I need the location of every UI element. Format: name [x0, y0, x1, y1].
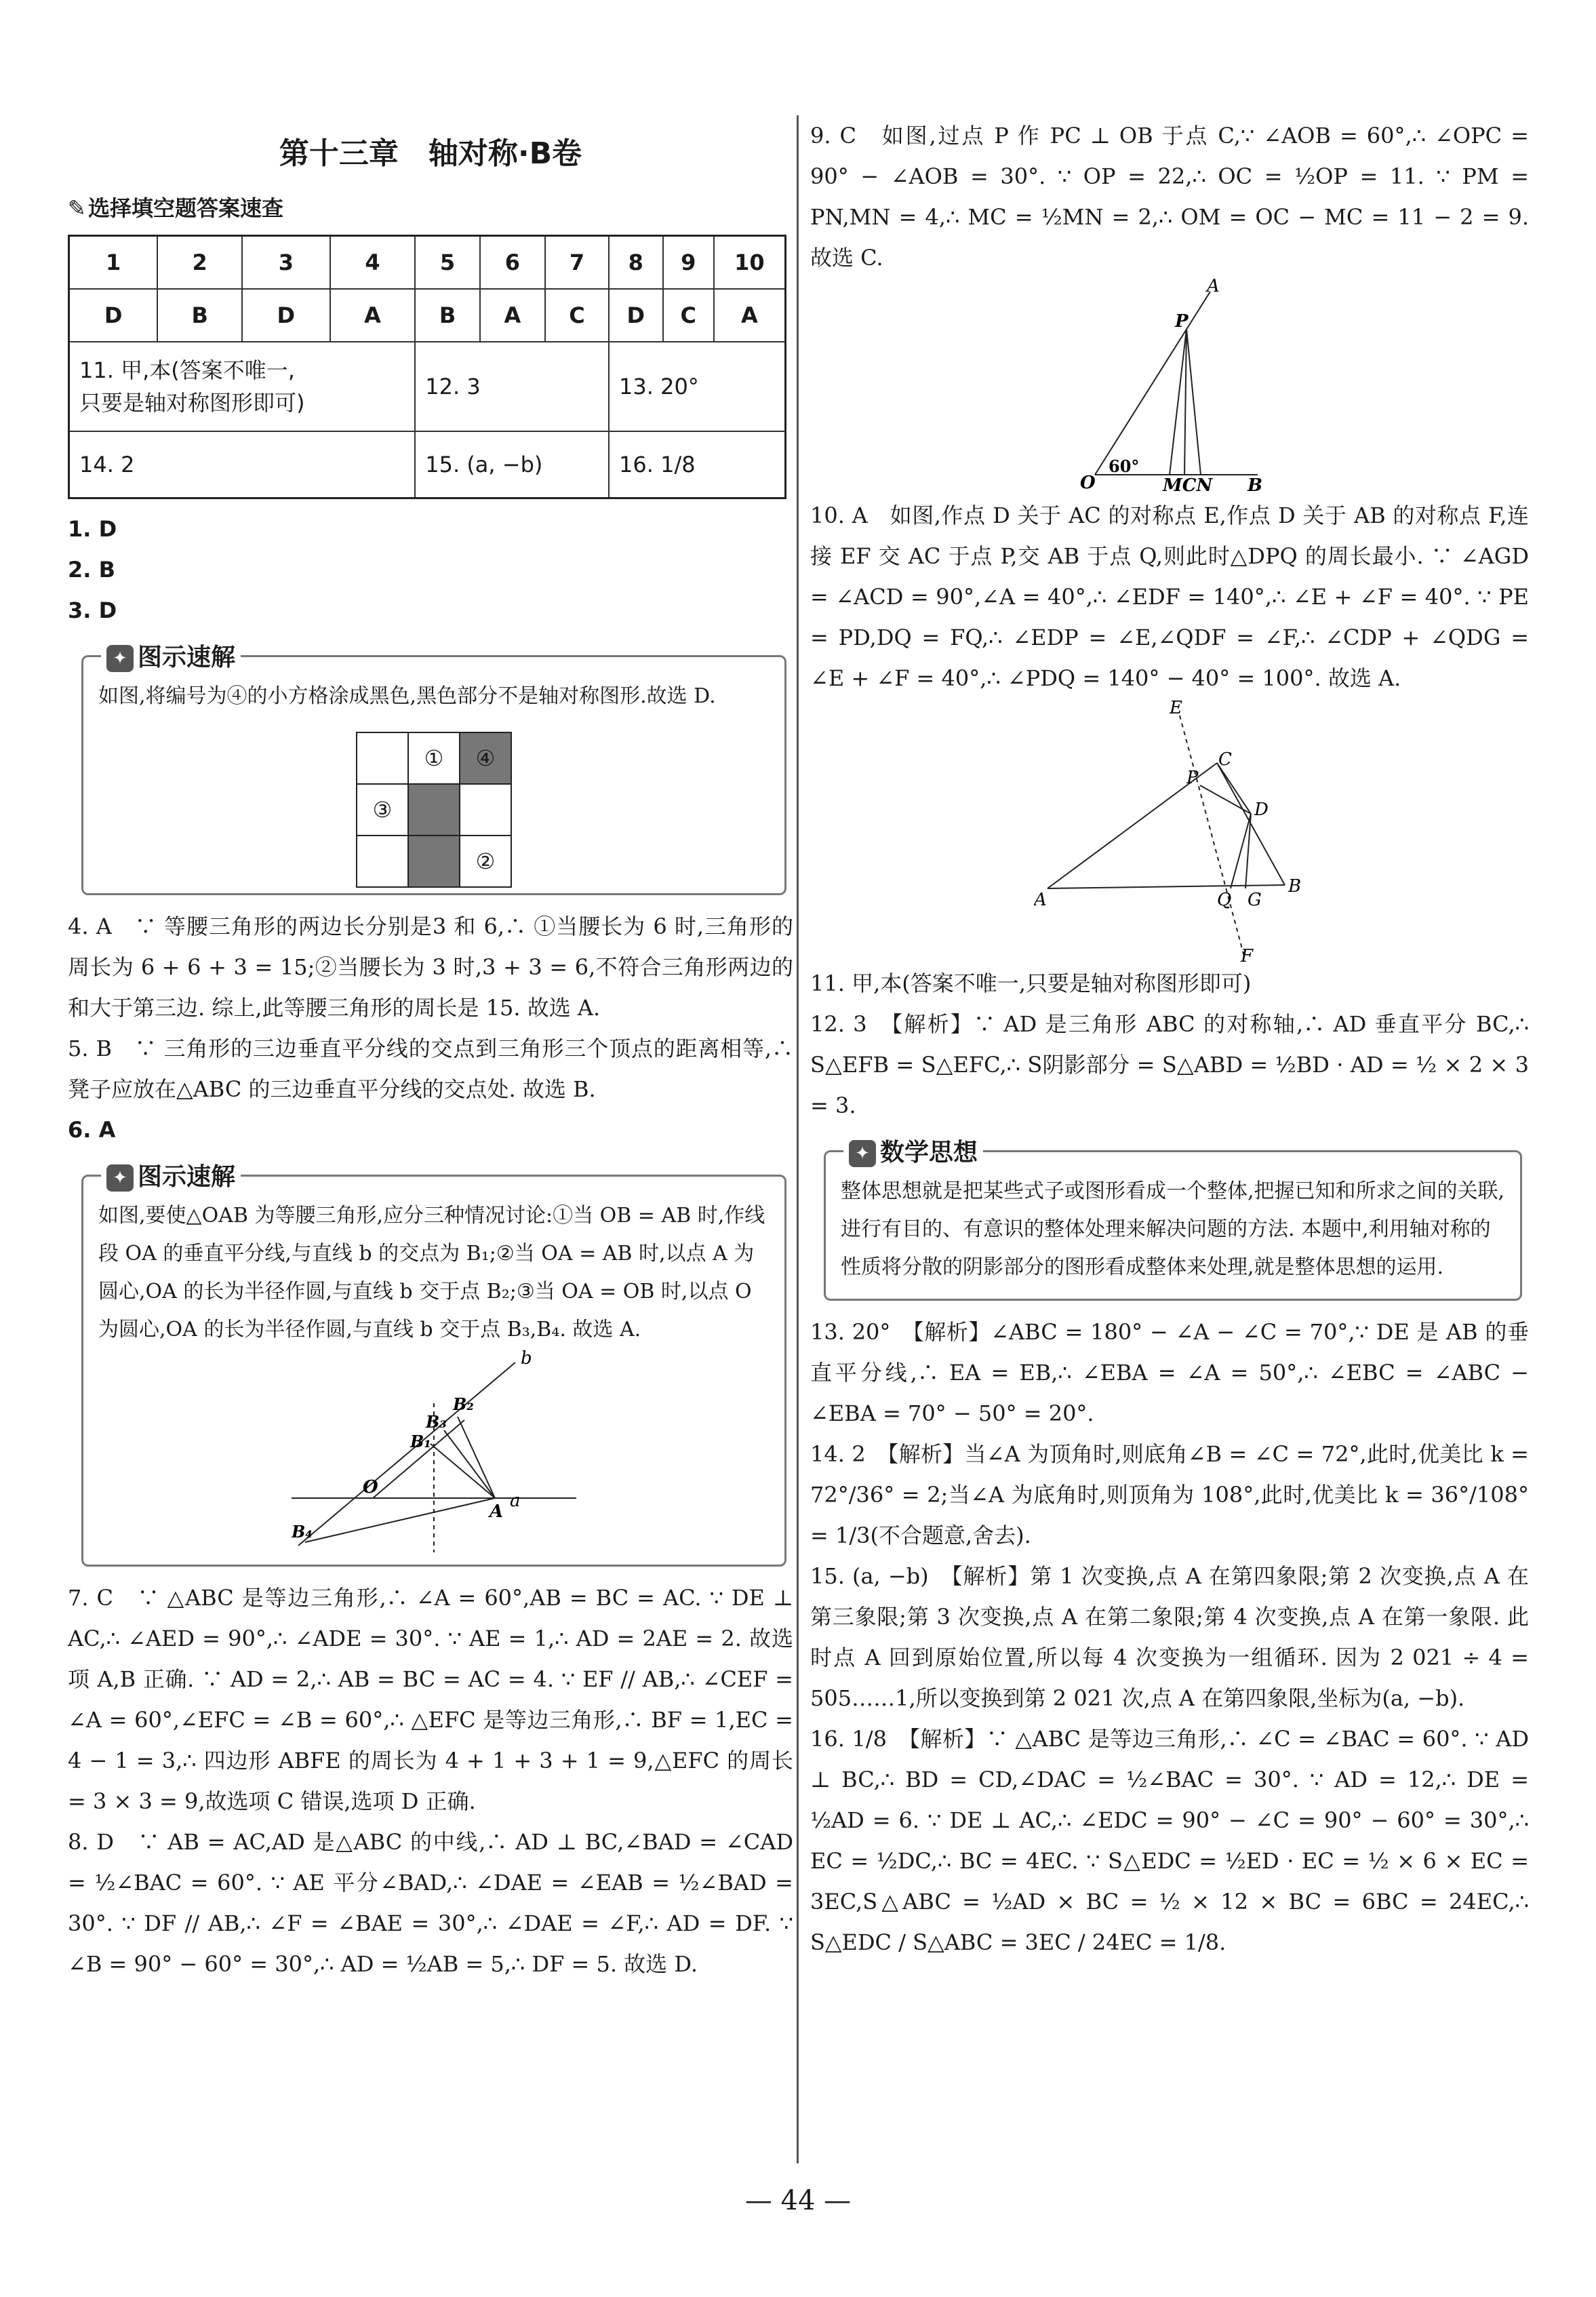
table-row [69, 289, 786, 342]
figure-6 [292, 1349, 576, 1552]
table-cell: C [663, 289, 714, 342]
answer-11-line1: 11. 甲,本(答案不唯一, [79, 357, 295, 383]
label-o: O [1080, 473, 1096, 493]
label-b1: B₁ [410, 1432, 431, 1451]
table-cell: 6 [480, 236, 545, 290]
label-g: G [1248, 890, 1262, 910]
table-cell: 4 [330, 236, 416, 290]
answer-11: 11. 甲,本(答案不唯一,只要是轴对称图形即可) [810, 970, 1252, 996]
label-o: O [363, 1477, 378, 1497]
grid-cell: ① [408, 732, 460, 784]
label-b4: B₄ [292, 1522, 313, 1542]
answer-14: 14. 2 【解析】当∠A 为顶角时,则底角∠B = ∠C = 72°,此时,优美比 k = 72°/36° = 2;当∠A 为底角时,则顶角为 108°,此时,优美比 k = 36°/108° = 1/3(不合题意,舍去). [810, 1441, 1529, 1548]
figure-10 [1034, 699, 1305, 963]
box-text: 如图,要使△OAB 为等腰三角形,应分三种情况讨论:①当 OB = AB 时,作线段 OA 的垂直平分线,与直线 b 的交点为 B₁;②当 OA = AB 时,以点 A 为圆心,OA 的长为半径作圆,与直线 b 交于点 B₂;③当 OA = OB 时,以点 O 为圆心,OA 的长为半径作圆,与直线 b 交于点 B₃,B₄. 故选 A. [98, 1204, 765, 1341]
table-cell: 10 [714, 236, 786, 290]
left-column [68, 115, 793, 1984]
page-title: 第十三章 轴对称·B卷 [279, 136, 582, 171]
label-c: C [1218, 749, 1232, 770]
label-a: A [490, 1501, 504, 1522]
table-cell: 8 [609, 236, 663, 290]
section-label: 选择填空题答案速查 [88, 195, 284, 221]
answer-3: 3. D [68, 597, 117, 623]
table-row [69, 431, 786, 498]
page-number: — 44 — [744, 2185, 852, 2216]
label-mcn: MCN [1163, 475, 1213, 495]
answer-10: 10. A 如图,作点 D 关于 AC 的对称点 E,作点 D 关于 AB 的对称点 F,连接 EF 交 AC 于点 P,交 AB 于点 Q,则此时△DPQ 的周长最小. ∵ ∠AGD = ∠ACD = 90°,∠A = 40°,∴ ∠EDF = 140°,∴ ∠E + ∠F = 40°. ∵ PE = PD,DQ = FQ,∴ ∠EDP = ∠E,∠QDF = ∠F,∴ ∠CDP + ∠QDG = ∠E + ∠F = 40°,∴ ∠PDQ = 140° − 40° = 100°. 故选 A. [810, 503, 1529, 691]
answer-5: 5. B ∵ 三角形的三边垂直平分线的交点到三角形三个顶点的距离相等,∴ 凳子应放在△ABC 的三边垂直平分线的交点处. 故选 B. [68, 1036, 793, 1102]
label-b3: B₃ [426, 1412, 447, 1432]
table-cell: 15. (a, −b) [415, 431, 609, 498]
table-cell: A [480, 289, 545, 342]
table-row [69, 342, 786, 431]
table-cell: D [69, 289, 158, 342]
table-cell: 12. 3 [415, 342, 609, 431]
table-cell: D [242, 289, 330, 342]
label-b: B [1248, 475, 1262, 495]
answer-2: 2. B [68, 557, 115, 583]
table-cell: 9 [663, 236, 714, 290]
label-a: A [1207, 278, 1220, 296]
table-cell: B [415, 289, 480, 342]
answer-8: 8. D ∵ AB = AC,AD 是△ABC 的中线,∴ AD ⊥ BC,∠BAD = ∠CAD = ½∠BAC = 60°. ∵ AE 平分∠BAD,∴ ∠DAE = ∠EAB = ½∠BAD = 30°. ∵ DF // AB,∴ ∠F = ∠BAE = 30°,∴ ∠DAE = ∠F,∴ AD = DF. ∵ ∠B = 90° − 60° = 30°,∴ AD = ½AB = 5,∴ DF = 5. 故选 D. [68, 1829, 793, 1977]
table-cell: 7 [545, 236, 609, 290]
answer-table [68, 235, 786, 499]
answer-15: 15. (a, −b) 【解析】第 1 次变换,点 A 在第四象限;第 2 次变换,点 A 在第三象限;第 3 次变换,点 A 在第二象限;第 4 次变换,点 A 在第一象限. 此时点 A 回到原始位置,所以每 4 次变换为一组循环. 因为 2 021 ÷ 4 = 505……1,所以变换到第 2 021 次,点 A 在第四象限,坐标为(a, −b). [810, 1563, 1529, 1711]
label-p: P [1175, 311, 1189, 332]
grid-figure [356, 732, 512, 888]
table-cell: A [330, 289, 416, 342]
answer-11-line2: 只要是轴对称图形即可) [79, 390, 305, 416]
box-tag: ✦ 数学思想 [843, 1133, 983, 1168]
answer-4: 4. A ∵ 等腰三角形的两边长分别是3 和 6,∴ ①当腰长为 6 时,三角形的周长为 6 + 6 + 3 = 15;②当腰长为 3 时,3 + 3 = 6,不符合三角形两边的和大于第三边. 综上,此等腰三角形的周长是 15. 故选 A. [68, 914, 793, 1021]
box-tag: ✦ 图示速解 [101, 638, 241, 673]
lightbulb-icon: ✦ [106, 1164, 134, 1192]
box-text: 如图,将编号为④的小方格涂成黑色,黑色部分不是轴对称图形.故选 D. [98, 684, 716, 708]
quick-answer-heading [68, 191, 793, 222]
answer-12: 12. 3 【解析】∵ AD 是三角形 ABC 的对称轴,∴ AD 垂直平分 BC,∴ S△EFB = S△EFC,∴ S阴影部分 = S△ABD = ½BD · AD = ½ × 2 × 3 = 3. [810, 1011, 1529, 1118]
table-cell: B [157, 289, 242, 342]
table-row [69, 236, 786, 290]
figure-9 [1068, 278, 1271, 495]
box-text: 整体思想就是把某些式子或图形看成一个整体,把握已知和所求之间的关联,进行有目的、有意识的整体处理来解决问题的方法. 本题中,利用轴对称的性质将分散的阴影部分的图形看成整体来处理,就是整体思想的运用. [841, 1179, 1505, 1279]
label-d: D [1254, 800, 1269, 820]
table-cell [69, 342, 416, 431]
column-divider [797, 115, 799, 2163]
math-thinking-box [824, 1139, 1522, 1301]
answer-13: 13. 20° 【解析】∠ABC = 180° − ∠A − ∠C = 70°,∵ DE 是 AB 的垂直平分线,∴ EA = EB,∴ ∠EBA = ∠A = 50°,∴ ∠EBC = ∠ABC − ∠EBA = 70° − 50° = 20°. [810, 1319, 1529, 1426]
label-b: b [521, 1349, 532, 1369]
table-cell: 5 [415, 236, 480, 290]
label-q: Q [1217, 890, 1232, 910]
table-cell: 16. 1/8 [609, 431, 785, 498]
table-cell: C [545, 289, 609, 342]
answer-6: 6. A [68, 1117, 116, 1143]
lightbulb-icon: ✦ [106, 645, 134, 672]
table-cell: 14. 2 [69, 431, 416, 498]
grid-cell: ③ [357, 784, 408, 836]
label-b2: B₂ [453, 1394, 474, 1414]
table-cell: 3 [242, 236, 330, 290]
pen-icon: ✎ [68, 195, 86, 221]
quick-solution-box-2 [81, 1163, 786, 1567]
answer-9: 9. C 如图,过点 P 作 PC ⊥ OB 于点 C,∵ ∠AOB = 60°,∴ ∠OPC = 90° − ∠AOB = 30°. ∵ OP = 22,∴ OC = ½OP = 11. ∵ PM = PN,MN = 4,∴ MC = ½MN = 2,∴ OM = OC − MC = 11 − 2 = 9. 故选 C. [810, 123, 1529, 271]
table-cell: D [609, 289, 663, 342]
answer-16: 16. 1/8 【解析】∵ △ABC 是等边三角形,∴ ∠C = ∠BAC = 60°. ∵ AD ⊥ BC,∴ BD = CD,∠DAC = ½∠BAC = 30°. ∵ AD = 12,∴ DE = ½AD = 6. ∵ DE ⊥ AC,∴ ∠EDC = 90° − ∠C = 90° − 60° = 30°,∴ EC = ½DC,∴ BC = 4EC. ∵ S△EDC = ½ED · EC = ½ × 6 × EC = 3EC,S△ABC = ½AD × BC = ½ × 12 × BC = 6BC = 24EC,∴ S△EDC / S△ABC = 3EC / 24EC = 1/8. [810, 1726, 1529, 1955]
table-cell: A [714, 289, 786, 342]
table-cell: 2 [157, 236, 242, 290]
quick-solution-box-1 [81, 644, 786, 895]
answer-7: 7. C ∵ △ABC 是等边三角形,∴ ∠A = 60°,AB = BC = AC. ∵ DE ⊥ AC,∴ ∠AED = 90°,∴ ∠ADE = 30°. ∵ AE = 1,∴ AD = 2AE = 2. 故选项 A,B 正确. ∵ AD = 2,∴ AB = BC = AC = 4. ∵ EF // AB,∴ ∠CEF = ∠A = 60°,∠EFC = ∠B = 60°,∴ △EFC 是等边三角形,∴ BF = 1,EC = 4 − 1 = 3,∴ 四边形 ABFE 的周长为 4 + 1 + 3 + 1 = 9,△EFC 的周长 = 3 × 3 = 9,故选项 C 错误,选项 D 正确. [68, 1585, 793, 1814]
label-b: B [1288, 876, 1302, 897]
lightbulb-icon: ✦ [849, 1140, 876, 1167]
box-tag: ✦ 图示速解 [101, 1158, 241, 1192]
label-f: F [1241, 946, 1254, 963]
label-line-a: a [510, 1491, 521, 1511]
label-a: A [1034, 890, 1047, 910]
right-column [810, 115, 1529, 1963]
grid-cell: ② [460, 836, 511, 887]
grid-cell: ④ [460, 732, 511, 784]
table-cell: 1 [69, 236, 158, 290]
label-e: E [1170, 699, 1182, 718]
table-cell: 13. 20° [609, 342, 785, 431]
answer-1: 1. D [68, 516, 117, 542]
label-p: P [1186, 768, 1199, 788]
label-angle: 60° [1109, 456, 1140, 476]
